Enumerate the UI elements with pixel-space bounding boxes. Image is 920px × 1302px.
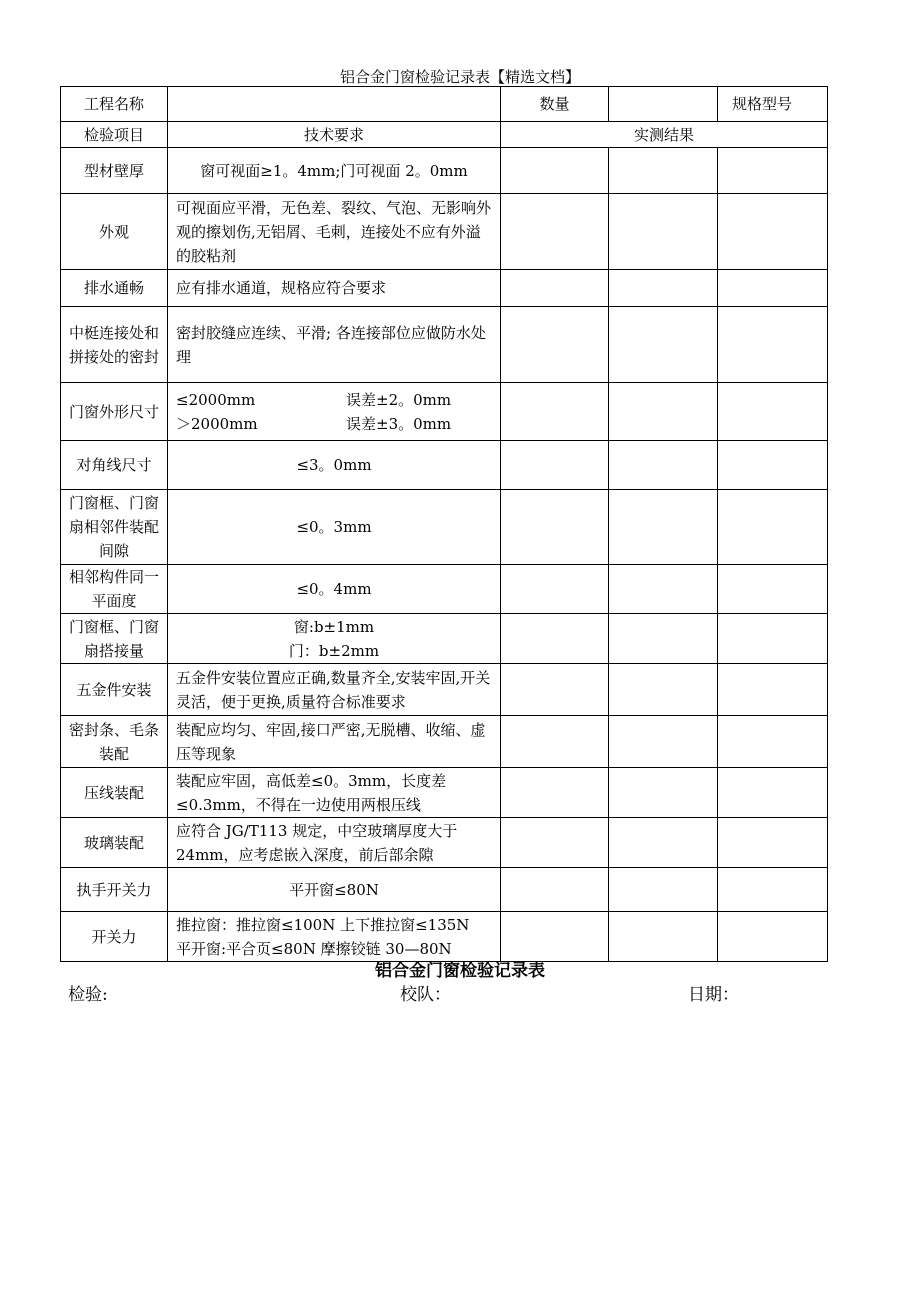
- table-row: [61, 194, 828, 270]
- table-row: [61, 868, 828, 912]
- result-cell[interactable]: [718, 148, 828, 194]
- row-requirement: 窗可视面≥1。4mm;门可视面 2。0mm: [168, 148, 501, 194]
- requirement-tolerance: 误差±3。0mm: [346, 414, 452, 433]
- result-cell[interactable]: [609, 194, 718, 270]
- result-cell[interactable]: [501, 716, 609, 768]
- row-requirement: [168, 912, 501, 962]
- row-item: 门窗框、门窗扇搭接量: [61, 614, 168, 664]
- table-row: [61, 614, 828, 664]
- result-cell[interactable]: [718, 194, 828, 270]
- result-cell[interactable]: [501, 307, 609, 383]
- row-requirement: ≤0。4mm: [168, 565, 501, 614]
- result-cell[interactable]: [501, 818, 609, 868]
- result-cell[interactable]: [718, 383, 828, 441]
- result-cell[interactable]: [609, 307, 718, 383]
- result-cell[interactable]: [501, 565, 609, 614]
- row-requirement: 应符合 JG/T113 规定，中空玻璃厚度大于24mm，应考虑嵌入深度，前后部余隙: [168, 818, 501, 868]
- quantity-value[interactable]: [609, 87, 718, 122]
- date-label: 日期：: [688, 985, 739, 1005]
- result-cell[interactable]: [718, 912, 828, 962]
- table-row: [61, 441, 828, 490]
- inspector-label: 检验:: [68, 985, 108, 1005]
- result-cell[interactable]: [609, 148, 718, 194]
- result-cell[interactable]: [501, 768, 609, 818]
- result-cell[interactable]: [501, 383, 609, 441]
- result-cell[interactable]: [718, 441, 828, 490]
- table-row: [61, 270, 828, 307]
- team-label: 校队：: [400, 985, 451, 1005]
- requirement-casement: 平开窗:平合页≤80N 摩擦铰链 30—80N: [176, 939, 452, 958]
- table-row: [61, 307, 828, 383]
- row-requirement: [168, 383, 501, 441]
- result-cell[interactable]: [501, 270, 609, 307]
- result-cell[interactable]: [609, 565, 718, 614]
- quantity-label: 数量: [501, 87, 609, 122]
- row-item: 排水通畅: [61, 270, 168, 307]
- result-cell[interactable]: [718, 565, 828, 614]
- result-cell[interactable]: [718, 868, 828, 912]
- header-row: [61, 87, 828, 122]
- row-item: 密封条、毛条装配: [61, 716, 168, 768]
- row-item: 开关力: [61, 912, 168, 962]
- result-cell[interactable]: [501, 441, 609, 490]
- table-row: [61, 148, 828, 194]
- row-item: 玻璃装配: [61, 818, 168, 868]
- row-item: 压线装配: [61, 768, 168, 818]
- row-item: 门窗外形尺寸: [61, 383, 168, 441]
- row-requirement: 密封胶缝应连续、平滑; 各连接部位应做防水处理: [168, 307, 501, 383]
- row-item: 相邻构件同一平面度: [61, 565, 168, 614]
- spec-model-label: 规格型号: [718, 87, 828, 122]
- column-result: 实测结果: [501, 122, 828, 148]
- table-row: [61, 565, 828, 614]
- result-cell[interactable]: [718, 664, 828, 716]
- row-item: 型材壁厚: [61, 148, 168, 194]
- result-cell[interactable]: [718, 818, 828, 868]
- result-cell[interactable]: [718, 768, 828, 818]
- row-requirement: ≤3。0mm: [168, 441, 501, 490]
- row-item: 对角线尺寸: [61, 441, 168, 490]
- result-cell[interactable]: [609, 270, 718, 307]
- requirement-size: ≤2000mm: [176, 390, 256, 409]
- row-requirement: 装配应牢固，高低差≤0。3mm，长度差≤0.3mm，不得在一边使用两根压线: [168, 768, 501, 818]
- result-cell[interactable]: [501, 868, 609, 912]
- result-cell[interactable]: [501, 664, 609, 716]
- result-cell[interactable]: [609, 768, 718, 818]
- result-cell[interactable]: [718, 307, 828, 383]
- document-title: 铝合金门窗检验记录表【精选文档】: [339, 68, 580, 86]
- row-requirement: 平开窗≤80N: [168, 868, 501, 912]
- column-header-row: [61, 122, 828, 148]
- requirement-tolerance: 误差±2。0mm: [346, 390, 452, 409]
- result-cell[interactable]: [718, 490, 828, 565]
- requirement-sliding: 推拉窗：推拉窗≤100N 上下推拉窗≤135N: [176, 915, 470, 934]
- result-cell[interactable]: [609, 441, 718, 490]
- column-item: 检验项目: [61, 122, 168, 148]
- row-item: 中梃连接处和拼接处的密封: [61, 307, 168, 383]
- result-cell[interactable]: [609, 818, 718, 868]
- row-item: 外观: [61, 194, 168, 270]
- column-requirement: 技术要求: [168, 122, 501, 148]
- row-requirement: [168, 614, 501, 664]
- table-row: [61, 383, 828, 441]
- result-cell[interactable]: [501, 194, 609, 270]
- table-row: [61, 716, 828, 768]
- table-row: [61, 490, 828, 565]
- result-cell[interactable]: [501, 614, 609, 664]
- project-name-label: 工程名称: [61, 87, 168, 122]
- result-cell[interactable]: [718, 716, 828, 768]
- requirement-size: ＞2000mm: [176, 414, 258, 433]
- result-cell[interactable]: [501, 912, 609, 962]
- requirement-window: 窗:b±1mm: [293, 617, 375, 636]
- inspection-table: [60, 86, 828, 962]
- result-cell[interactable]: [609, 383, 718, 441]
- result-cell[interactable]: [501, 148, 609, 194]
- result-cell[interactable]: [718, 614, 828, 664]
- result-cell[interactable]: [609, 614, 718, 664]
- result-cell[interactable]: [609, 716, 718, 768]
- row-item: 执手开关力: [61, 868, 168, 912]
- footer-title: 铝合金门窗检验记录表: [375, 961, 545, 981]
- row-requirement: 应有排水通道，规格应符合要求: [168, 270, 501, 307]
- result-cell[interactable]: [609, 912, 718, 962]
- project-name-value[interactable]: [168, 87, 501, 122]
- row-requirement: ≤0。3mm: [168, 490, 501, 565]
- table-row: [61, 912, 828, 962]
- row-requirement: 装配应均匀、牢固,接口严密,无脱槽、收缩、虚压等现象: [168, 716, 501, 768]
- table-row: [61, 664, 828, 716]
- result-cell[interactable]: [609, 868, 718, 912]
- result-cell[interactable]: [501, 490, 609, 565]
- result-cell[interactable]: [718, 270, 828, 307]
- result-cell[interactable]: [609, 664, 718, 716]
- row-requirement: 可视面应平滑，无色差、裂纹、气泡、无影响外观的擦划伤,无铝屑、毛刺，连接处不应有外溢的胶粘剂: [168, 194, 501, 270]
- row-item: 门窗框、门窗扇相邻件装配间隙: [61, 490, 168, 565]
- table-row: [61, 768, 828, 818]
- row-item: 五金件安装: [61, 664, 168, 716]
- requirement-door: 门：b±2mm: [288, 641, 380, 660]
- row-requirement: 五金件安装位置应正确,数量齐全,安装牢固,开关灵活，便于更换,质量符合标准要求: [168, 664, 501, 716]
- result-cell[interactable]: [609, 490, 718, 565]
- table-row: [61, 818, 828, 868]
